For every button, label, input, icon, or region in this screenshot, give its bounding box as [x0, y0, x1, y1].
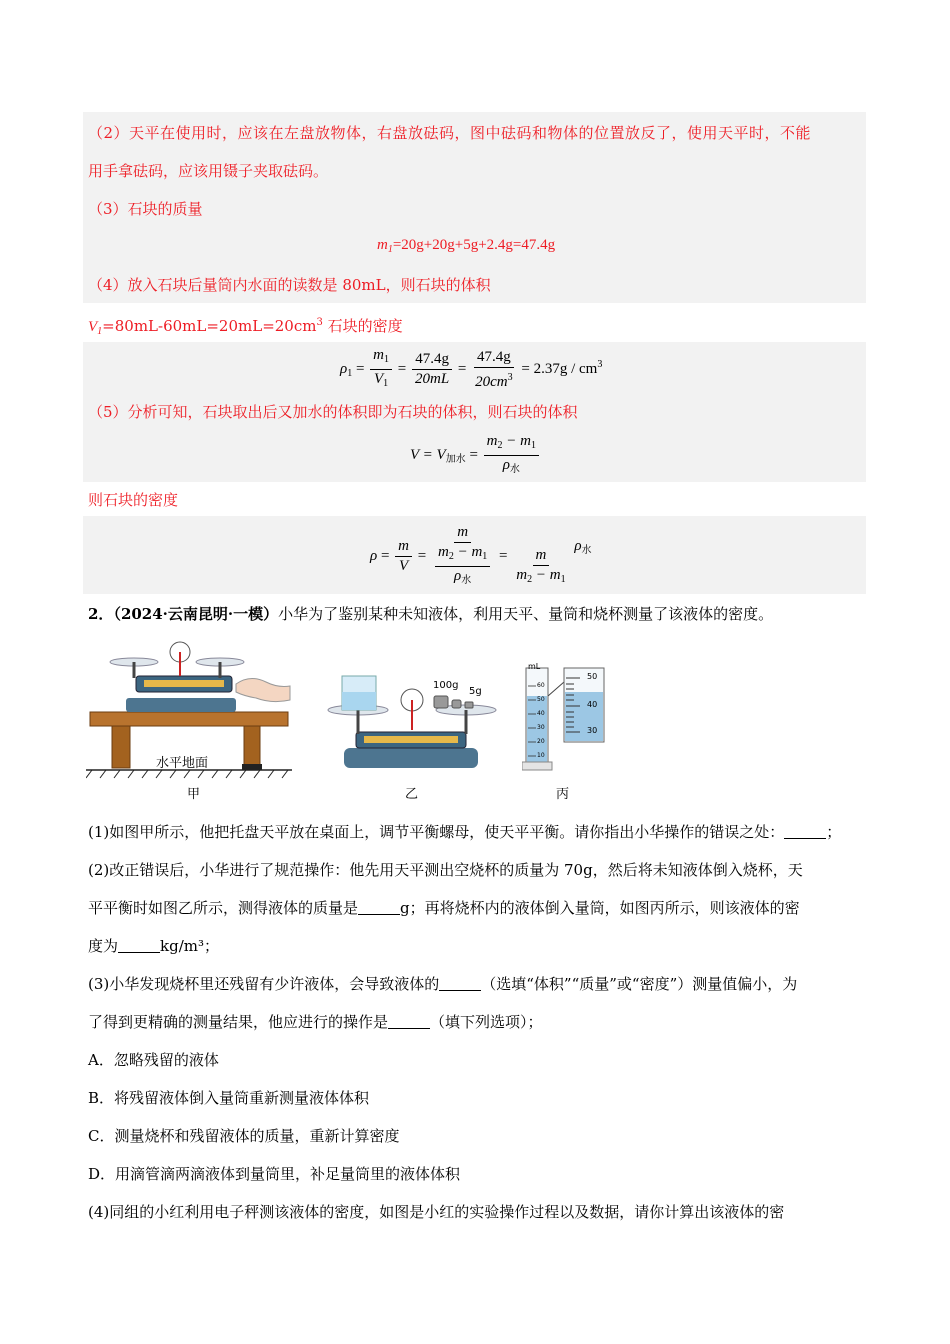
inset-mark-50: 50: [587, 672, 598, 681]
answer-blank-1[interactable]: [784, 824, 826, 839]
question-part3-line2: 了得到更精确的测量结果，他应进行的操作是 （填下列选项）；: [88, 1013, 543, 1031]
option-a: A．忽略残留的液体: [88, 1051, 219, 1069]
figure-jia-caption: 甲: [187, 787, 201, 802]
answer-blank-2[interactable]: [358, 900, 400, 915]
inset-mark-30: 30: [587, 726, 598, 735]
option-c: C．测量烧杯和残留液体的质量，重新计算密度: [88, 1127, 400, 1145]
solution-part3: （3）石块的质量: [88, 200, 203, 218]
question-2-stem: 2．（2024·云南昆明·一模）小华为了鉴别某种未知液体，利用天平、量筒和烧杯测量了该液体的密度。: [88, 605, 774, 623]
cylinder-mark-30: 30: [537, 724, 545, 731]
option-d: D．用滴管滴两滴液体到量筒里，补足量筒里的液体体积: [88, 1165, 461, 1183]
question-part1: (1)如图甲所示，他把托盘天平放在桌面上，调节平衡螺母，使天平平衡。请你指出小华操作的错误之处： ；: [88, 823, 842, 841]
weight-5g-label: 5g: [469, 686, 482, 697]
weight-100g-label: 100g: [433, 680, 459, 691]
question-part2-line3: 度为 kg/m³；: [88, 937, 219, 955]
question-part4: (4)同组的小红利用电子秤测该液体的密度，如图是小红的实验操作过程以及数据，请你计算出该液体的密: [88, 1203, 785, 1221]
question-part3-line1: (3)小华发现烧杯里还残留有少许液体，会导致液体的 （选填“体积”“质量”或“密度”）测量值偏小，为: [88, 975, 798, 993]
equation-m1: $m_1=20g+20g+5g+2.4g=47.4g$: [377, 237, 556, 255]
solution-part2-line1: （2）天平在使用时，应该在左盘放物体，右盘放砝码，图中砝码和物体的位置放反了，使用天平时，不能: [88, 124, 812, 142]
equation-volume: $V = V_{加水}$ = $\frac{m_2 - m_1}{\rho_水}$: [410, 432, 541, 479]
equation-rho1: $\rho_1$ = $\frac{m_1}{V_1}$ = $\frac{47.4g}{20mL}$ = $\frac{47.4g}{20cm^3}$ = $2.37g / cm^3$: [340, 347, 603, 390]
option-b: B．将残留液体倒入量筒重新测量液体体积: [88, 1089, 370, 1107]
figure-jia-ground-label: 水平地面: [156, 756, 209, 771]
answer-blank-3[interactable]: [118, 938, 160, 953]
cylinder-ml-label: mL: [528, 662, 541, 671]
answer-blank-4[interactable]: [439, 976, 481, 991]
cylinder-mark-60: 60: [537, 682, 545, 689]
cylinder-mark-10: 10: [537, 752, 545, 759]
solution-density-label: 则石块的密度: [88, 491, 179, 509]
inset-mark-40: 40: [587, 700, 598, 709]
equation-density: ρ = $\frac{m}{V}$ = m $m_2 - m_1$ $\rho_水$ = $\frac{m}{m_2 - m_1}$ $\rho^水$: [370, 524, 592, 586]
equation-v1: $V_1=80mL-60mL=20mL=20cm^3$ 石块的密度: [88, 317, 403, 337]
cylinder-mark-40: 40: [537, 710, 545, 717]
figure-bing-caption: 丙: [556, 787, 570, 802]
figure-yi-caption: 乙: [405, 787, 419, 802]
solution-part5: （5）分析可知，石块取出后又加水的体积即为石块的体积，则石块的体积: [88, 403, 578, 421]
answer-blank-5[interactable]: [388, 1014, 430, 1029]
figure-yi: [322, 664, 500, 774]
solution-part4: （4）放入石块后量筒内水面的读数是 80mL，则石块的体积: [88, 276, 491, 294]
solution-part2-line2: 用手拿砝码，应该用镊子夹取砝码。: [88, 162, 329, 180]
cylinder-mark-20: 20: [537, 738, 545, 745]
question-part2-line2: 平平衡时如图乙所示，测得液体的质量是 g；再将烧杯内的液体倒入量筒，如图丙所示，则该液体的密: [88, 899, 800, 917]
cylinder-mark-50: 50: [537, 696, 545, 703]
question-part2-line1: (2)改正错误后，小华进行了规范操作：他先用天平测出空烧杯的质量为 70g，然后将未知液体倒入烧杯，天: [88, 861, 803, 879]
